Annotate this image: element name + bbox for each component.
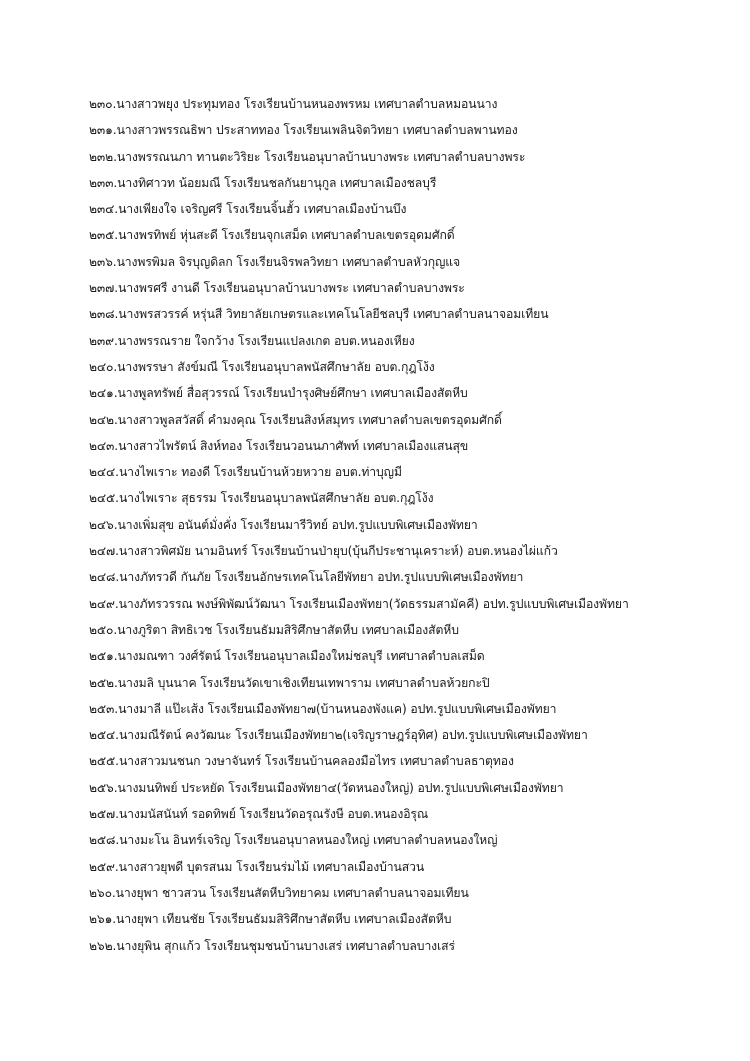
list-item: ๒๕๑.นางมณฑา วงศ์รัตน์ โรงเรียนอนุบาลเมืองใหม่ชลบุรี เทศบาลตำบลเสม็ด: [89, 649, 485, 664]
list-item: ๒๖๐.นางยุพา ชาวสวน โรงเรียนสัตหีบวิทยาคม เทศบาลตำบลนาจอมเทียน: [89, 885, 469, 900]
list-item: ๒๓๐.นางสาวพยุง ประทุมทอง โรงเรียนบ้านหนองพรหม เทศบาลตำบลหมอนนาง: [89, 97, 498, 111]
list-item: ๒๔๗.นางสาวพิศมัย นามอินทร์ โรงเรียนบ้านป่ายุบ(บุ้นกีประชานุเคราะห์) อบต.หนองไผ่แก้ว: [89, 544, 558, 559]
list-item: ๒๓๓.นางทิศาวท น้อยมณี โรงเรียนชลกันยานุกูล เทศบาลเมืองชลบุรี: [89, 175, 437, 190]
list-item: ๒๔๑.นางพูลทรัพย์ สื่อสุวรรณ์ โรงเรียนบำรุงศิษย์ศึกษา เทศบาลเมืองสัตหีบ: [89, 386, 468, 401]
list-item: ๒๔๕.นางไพเราะ สุธรรม โรงเรียนอนุบาลพนัสศึกษาลัย อบต.กุฎโง้ง: [89, 491, 434, 506]
list-item: ๒๕๐.นางภูริตา สิทธิเวช โรงเรียนธัมมสิริศึกษาสัตหีบ เทศบาลเมืองสัตหีบ: [89, 622, 459, 637]
list-item: ๒๖๒.นางยุพิน สุกแก้ว โรงเรียนชุมชนบ้านบางเสร่ เทศบาลตำบลบางเสร่: [89, 938, 455, 953]
list-item: ๒๕๓.นางมาลี แป๊ะเส้ง โรงเรียนเมืองพัทยา๗(บ้านหนองพังแค) อปท.รูปแบบพิเศษเมืองพัทยา: [89, 701, 557, 716]
list-item: ๒๕๖.นางมนทิพย์ ประหยัด โรงเรียนเมืองพัทยา๔(วัดหนองใหญ่) อปท.รูปแบบพิเศษเมืองพัทยา: [89, 780, 564, 795]
list-item: ๒๔๙.นางภัทรวรรณ พงษ์พิพัฒน์วัฒนา โรงเรียนเมืองพัทยา(วัดธรรมสามัคคี) อปท.รูปแบบพิเศษเมืองพัทยา: [89, 596, 629, 611]
list-item: ๒๔๖.นางเพิ่มสุข อนันต์มั่งคั่ง โรงเรียนมารีวิทย์ อปท.รูปแบบพิเศษเมืองพัทยา: [89, 517, 478, 532]
list-item: ๒๔๐.นางพรรษา สังข์มณี โรงเรียนอนุบาลพนัสศึกษาลัย อบต.กุฎโง้ง: [89, 359, 435, 374]
list-item: ๒๔๒.นางสาวพูลสวัสดิ์ คำมงคุณ โรงเรียนสิงห์สมุทร เทศบาลตำบลเขตรอุดมศักดิ์: [89, 412, 502, 427]
list-item: ๒๕๒.นางมลิ บุนนาค โรงเรียนวัดเขาเชิงเทียนเทพาราม เทศบาลตำบลห้วยกะปิ: [89, 675, 490, 690]
list-item: ๒๔๓.นางสาวไพรัตน์ สิงห์ทอง โรงเรียนวอนนภาศัพท์ เทศบาลเมืองแสนสุข: [89, 438, 469, 453]
list-item: ๒๓๕.นางพรทิพย์ หุ่นสะดี โรงเรียนจุกเสม็ด เทศบาลตำบลเขตรอุดมศักดิ์: [89, 228, 455, 243]
list-item: ๒๕๔.นางมณีรัตน์ คงวัฒนะ โรงเรียนเมืองพัทยา๒(เจริญราษฎร์อุทิศ) อปท.รูปแบบพิเศษเมืองพัทยา: [89, 728, 588, 743]
list-item: ๒๔๘.นางภัทรวดี กันภัย โรงเรียนอักษรเทคโนโลยีพัทยา อปท.รูปแบบพิเศษเมืองพัทยา: [89, 570, 524, 585]
list-item: ๒๕๕.นางสาวมนชนก วงษาจันทร์ โรงเรียนบ้านคลองมือไทร เทศบาลตำบลธาตุทอง: [89, 754, 514, 769]
list-item: ๒๖๑.นางยุพา เทียนชัย โรงเรียนธัมมสิริศึกษาสัตหีบ เทศบาลเมืองสัตหีบ: [89, 912, 452, 927]
list-item: ๒๓๔.นางเพียงใจ เจริญศรี โรงเรียนจิ้นฮั้ว เทศบาลเมืองบ้านบึง: [89, 202, 407, 217]
list-item: ๒๕๗.นางมนัสนันท์ รอดทิพย์ โรงเรียนวัดอรุณรังษี อบต.หนองอิรุณ: [89, 807, 429, 822]
list-item: ๒๕๙.นางสาวยุพดี บุตรสนม โรงเรียนร่มไม้ เทศบาลเมืองบ้านสวน: [89, 859, 425, 874]
list-item: ๒๓๙.นางพรรณราย ใจกว้าง โรงเรียนแปลงเกต อบต.หนองเหียง: [89, 333, 415, 348]
list-item: ๒๓๗.นางพรศรี งานดี โรงเรียนอนุบาลบ้านบางพระ เทศบาลตำบลบางพระ: [89, 281, 465, 296]
list-item: ๒๓๑.นางสาวพรรณธิพา ประสาททอง โรงเรียนเพลินจิตวิทยา เทศบาลตำบลพานทอง: [89, 123, 518, 138]
list-item: ๒๓๖.นางพรพิมล จิรบุญดิลก โรงเรียนจิรพลวิทยา เทศบาลตำบลหัวกุญแจ: [89, 254, 461, 269]
teacher-list: [89, 91, 729, 959]
list-item: ๒๓๘.นางพรสวรรค์ หรุ่นสี วิทยาลัยเกษตรและเทคโนโลยีชลบุรี เทศบาลตำบลนาจอมเทียน: [89, 307, 549, 322]
list-item: ๒๓๒.นางพรรณนภา ทานตะวิริยะ โรงเรียนอนุบาลบ้านบางพระ เทศบาลตำบลบางพระ: [89, 149, 526, 164]
list-item: ๒๕๘.นางมะโน อินทร์เจริญ โรงเรียนอนุบาลหนองใหญ่ เทศบาลตำบลหนองใหญ่: [89, 833, 498, 848]
list-item: ๒๔๔.นางไพเราะ ทองดี โรงเรียนบ้านห้วยหวาย อบต.ท่าบุญมี: [89, 465, 402, 480]
